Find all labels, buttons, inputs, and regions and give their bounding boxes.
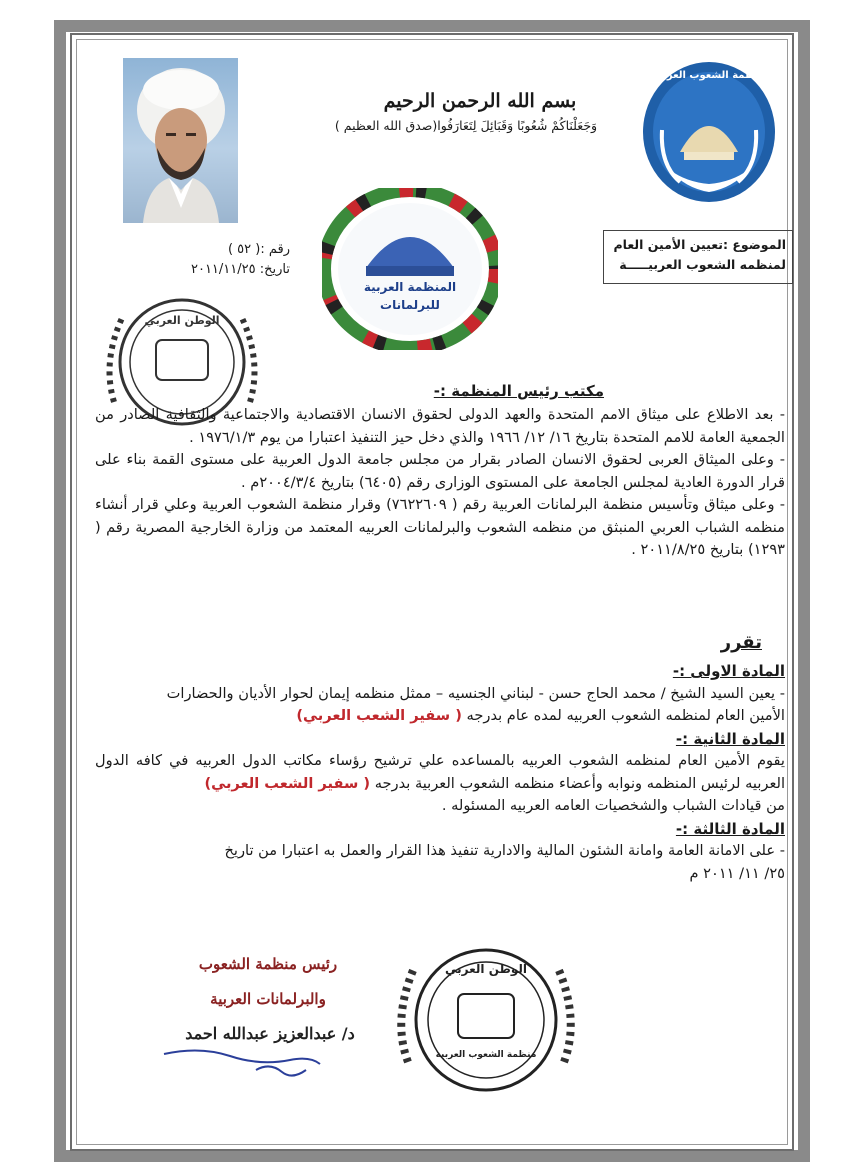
parliament-logo-line2: للبرلمانات	[380, 298, 440, 312]
document-date: تاريخ: ٢٠١١/١١/٢٥	[190, 262, 290, 277]
handwritten-signature	[160, 1036, 330, 1086]
article-3-line-2: ٢٥/ ١١/ ٢٠١١ م	[689, 864, 785, 882]
ambassador-rank-2: ( سفير الشعب العربي)	[204, 774, 371, 792]
org-logo	[640, 60, 778, 210]
org-logo-text: منظمة الشعوب العربية	[652, 70, 766, 81]
stamp-bottom-top-text: الوطن العربي	[445, 962, 527, 976]
basmala: بسم الله الرحمن الرحيم	[383, 90, 577, 112]
ambassador-rank: ( سفير الشعب العربي)	[296, 707, 462, 724]
signatory-name: د/ عبدالعزيز عبدالله احمد	[185, 1024, 355, 1043]
subject-line-2: لمنظمه الشعوب العربيـــــة	[619, 257, 786, 272]
article-1-text: الأمين العام لمنظمه الشعوب العربيه لمده عام بدرجه	[466, 707, 785, 724]
decides-heading: تقرر	[720, 632, 762, 653]
subject-box	[603, 230, 793, 284]
article-2-line-1	[95, 750, 785, 795]
signature-title-2: والبرلمانات العربية	[210, 990, 326, 1008]
portrait-photo	[123, 58, 238, 223]
preamble	[95, 404, 785, 562]
quran-verse: وَجَعَلْنَاكُمْ شُعُوبًا وَقَبَائِلَ لِتَعَارَفُوا(صدق الله العظيم )	[334, 118, 598, 133]
article-2-text: يقوم الأمين العام لمنظمه الشعوب العربيه بالمساعده علي ترشيح رؤساء مكاتب الدول العربيه في كافه الدول العربيه لرئيس المنظمه ونوابه وأعضاء منظمه الشعوب العربية بدرجه	[95, 752, 785, 792]
subject-line-1: الموضوع :تعيين الأمين العام	[613, 237, 786, 252]
stamp-bottom-bottom-text: منظمة الشعوب العربية	[435, 1050, 537, 1060]
article-1-title: المادة الاولى :-	[672, 662, 785, 680]
article-1-line-1: - يعين السيد الشيخ / محمد الحاج حسن - لبناني الجنسيه – ممثل منظمه إيمان لحوار الأديان والحضارات	[166, 684, 785, 702]
stamp-bottom	[388, 932, 584, 1108]
document-number: رقم :( ٥٢ )	[227, 242, 290, 257]
article-2-title: المادة الثانية :-	[675, 729, 785, 748]
preamble-paragraph-2: - وعلى الميثاق العربى لحقوق الانسان الصادر بقرار من مجلس جامعة الدول العربية على مستوى القمة بناء على قرار الدورة العادية لمجلس الجامعة على المستوى الوزارى رقم (٦٤٠٥) بتاريخ ٢٠٠٤/٣/٤م .	[95, 451, 785, 491]
office-heading: مكتب رئيس المنظمة :-	[433, 382, 604, 400]
preamble-paragraph-3: - وعلى ميثاق وتأسيس منظمة البرلمانات العربية رقم ( ٧٦٢٢٦٠٩) وقرار منظمة الشعوب العربية وعلي قرار أنشاء منظمه الشباب العربي المنبثق من منظمه الشعوب والبرلمانات العربيه المعتمد من وزارة الخارجية المصرية رقم ( ١٢٩٣) بتاريخ ٢٠١١/٨/٢٥ .	[95, 496, 785, 558]
articles	[95, 660, 785, 885]
article-2-line-2: من قيادات الشباب والشخصيات العامه العربيه المسئوله .	[441, 797, 785, 814]
preamble-paragraph-1: - بعد الاطلاع على ميثاق الامم المتحدة والعهد الدولى لحقوق الانسان الاقتصادية والاجتماعية والثقافية الصادر من الجمعية العامة للامم المتحدة بتاريخ ١٦/ ١٢/ ١٩٦٦ والذي دخل حيز التنفيذ اعتبارا من يوم ١٩٧٦/١/٣ .	[95, 406, 785, 446]
stamp-top-text: الوطن العربي	[144, 314, 220, 327]
signature-title-1: رئيس منظمة الشعوب	[198, 955, 338, 973]
article-3-line-1: - على الامانة العامة وامانة الشئون المالية والادارية تنفيذ هذا القرار والعمل به اعتبارا من تاريخ	[224, 842, 785, 859]
article-3-title: المادة الثالثة :-	[675, 819, 785, 838]
parliament-logo-line1: المنظمة العربية	[363, 280, 457, 294]
article-1-line-2	[95, 705, 785, 728]
parliament-logo	[322, 188, 498, 350]
